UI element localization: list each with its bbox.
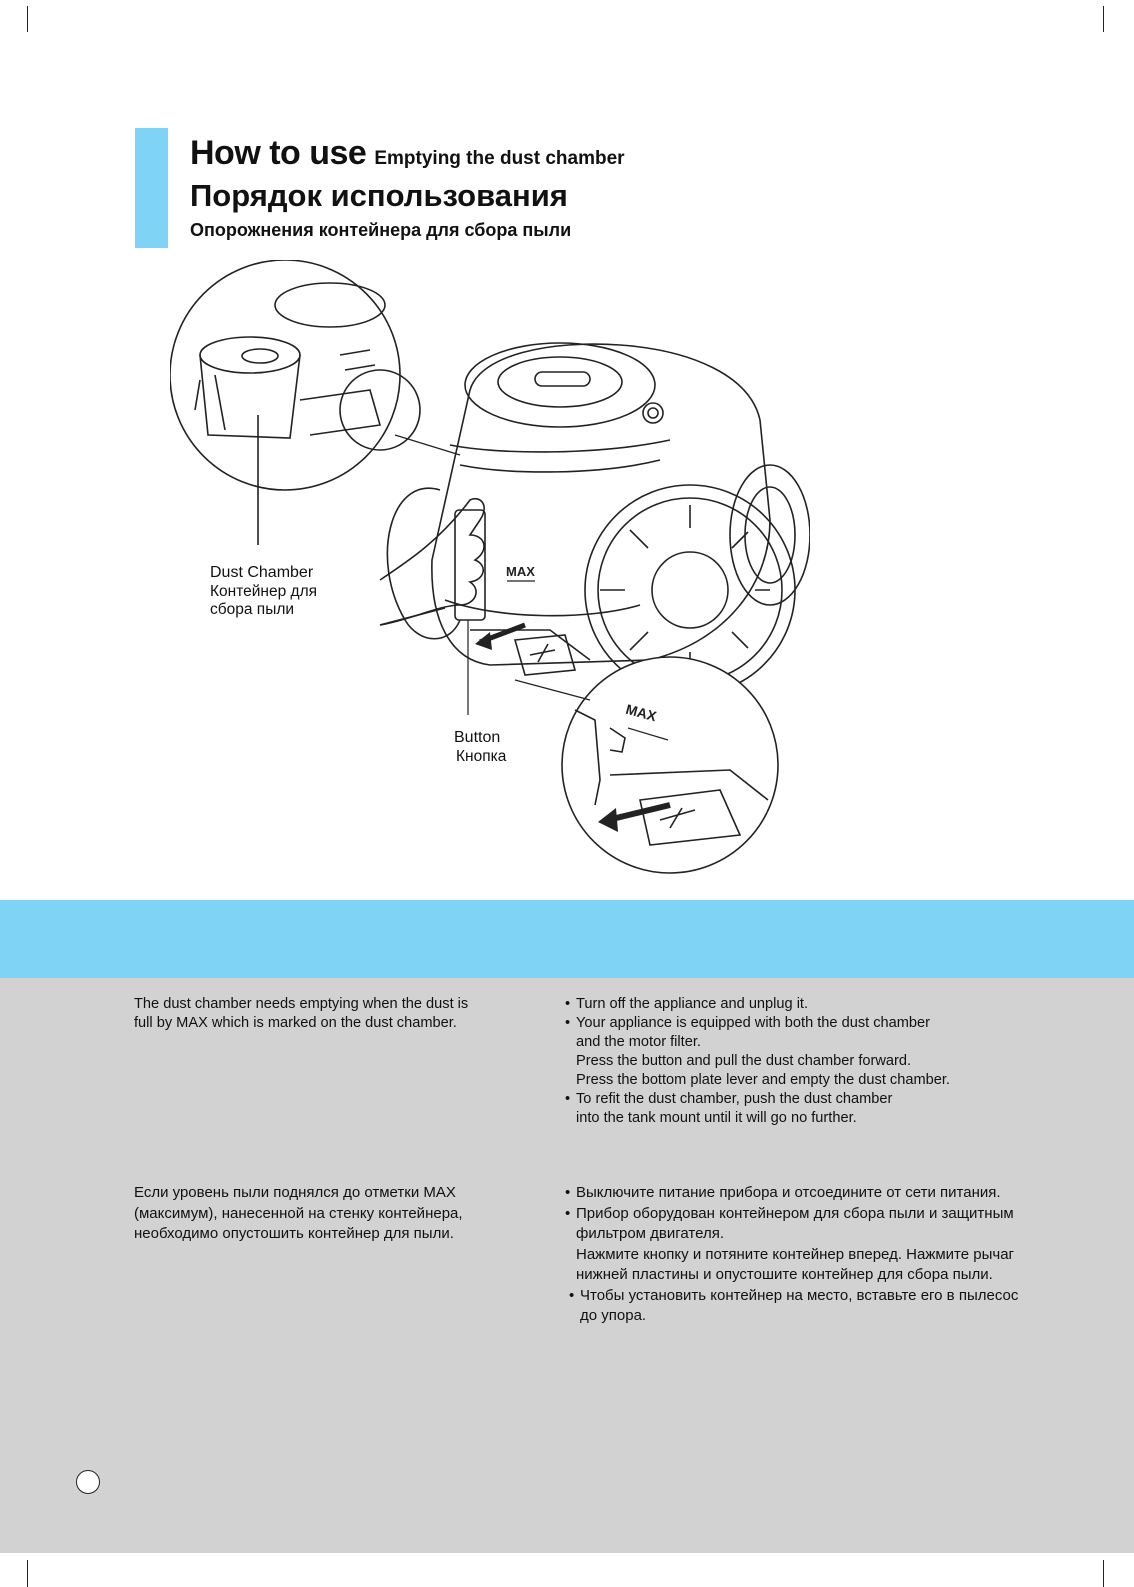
step-ru-2-cont: Нажмите кнопку и потяните контейнер вперед. Нажмите рычаг: [576, 1245, 1015, 1263]
label-dust-chamber-ru-1: Контейнер для: [210, 583, 318, 600]
page-title-en: [190, 134, 625, 173]
intro-ru-line: (максимум), нанесенной на стенку контейнера,: [134, 1204, 463, 1222]
zoom-dust-chamber: [170, 260, 420, 545]
blue-band: [0, 900, 1134, 978]
label-dust-chamber-ru-2: сбора пыли: [210, 601, 295, 618]
intro-en: [134, 995, 468, 1033]
crop-mark-top-left: [27, 6, 28, 32]
label-button-ru: Кнопка: [456, 748, 507, 765]
label-dust-chamber-en: Dust Chamber: [210, 564, 314, 581]
step-en-2: • Your appliance is equipped with both the dust chamber: [565, 1015, 931, 1031]
title-accent-bar: [135, 128, 168, 248]
intro-en-line: The dust chamber needs emptying when the dust is: [134, 996, 469, 1012]
step-en-2-cont: and the motor filter.: [576, 1034, 701, 1050]
step-en-2-cont: Press the button and pull the dust chamber forward.: [576, 1053, 912, 1069]
page-number-circle: [76, 1470, 100, 1494]
intro-ru: [134, 1183, 463, 1245]
step-ru-3: • Чтобы установить контейнер на место, вставьте его в пылесос: [569, 1286, 1019, 1304]
page-subtitle-ru: Опорожнения контейнера для сбора пыли: [190, 220, 572, 240]
step-ru-3-cont: до упора.: [580, 1307, 647, 1324]
label-button-en: Button: [454, 729, 501, 746]
title-how-to-use: How to use: [190, 134, 367, 172]
max-mark-zoom: MAX: [624, 700, 659, 725]
intro-en-line: full by MAX which is marked on the dust chamber.: [134, 1015, 457, 1031]
step-en-2-cont: Press the bottom plate lever and empty the dust chamber.: [576, 1072, 950, 1088]
intro-ru-line: необходимо опустошить контейнер для пыли.: [134, 1225, 454, 1242]
max-mark: MAX: [506, 564, 535, 579]
step-en-3-cont: into the tank mount until it will go no further.: [576, 1110, 857, 1126]
subtitle-emptying: Emptying the dust chamber: [374, 148, 625, 169]
steps-ru: [565, 1183, 1018, 1327]
step-ru-2-cont: нижней пластины и опустошите контейнер для сбора пыли.: [576, 1266, 993, 1283]
zoom-button: [515, 657, 778, 873]
crop-mark-top-right: [1103, 6, 1104, 32]
intro-ru-line: Если уровень пыли поднялся до отметки MAX: [134, 1184, 456, 1201]
step-en-3: • To refit the dust chamber, push the dust chamber: [565, 1091, 893, 1107]
vacuum-body: [380, 343, 810, 695]
crop-mark-bottom-left: [27, 1560, 28, 1587]
step-ru-2: • Прибор оборудован контейнером для сбора пыли и защитным: [565, 1204, 1014, 1222]
step-ru-1: • Выключите питание прибора и отсоедините от сети питания.: [565, 1184, 1001, 1201]
crop-mark-bottom-right: [1103, 1560, 1104, 1587]
steps-en: [565, 995, 950, 1128]
step-en-1: • Turn off the appliance and unplug it.: [565, 996, 809, 1012]
step-ru-2-cont: фильтром двигателя.: [576, 1225, 724, 1242]
page-title-ru: Порядок использования: [190, 178, 568, 213]
